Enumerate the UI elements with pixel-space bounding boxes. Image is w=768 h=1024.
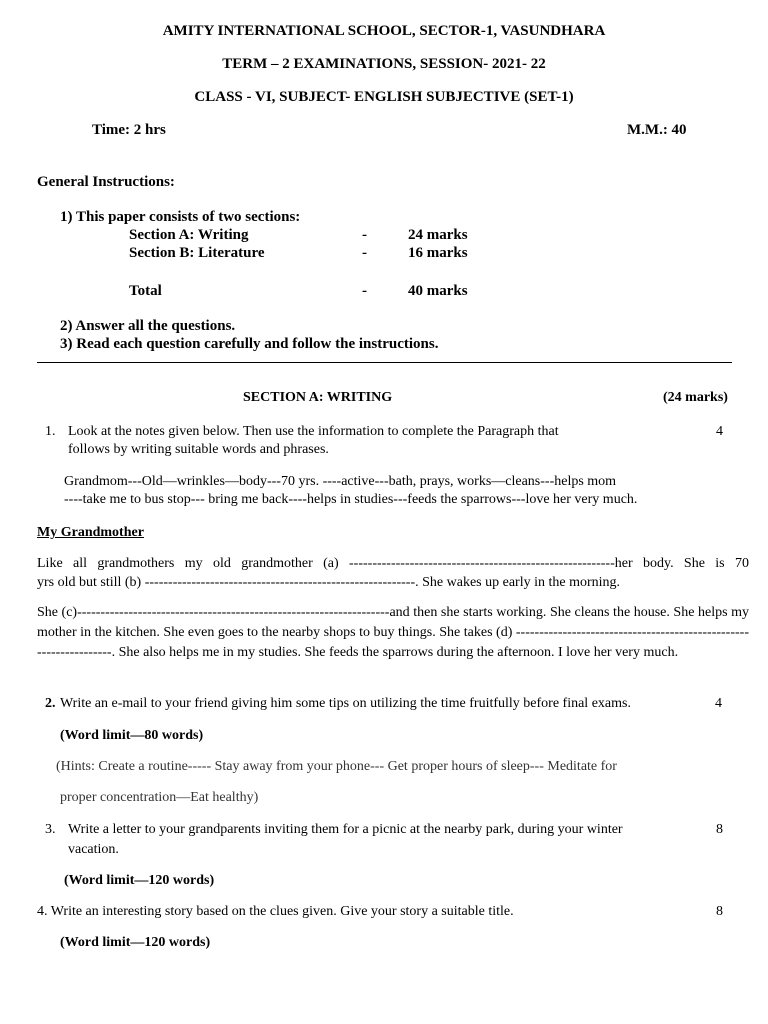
q3-text-line1: Write a letter to your grandparents inviting them for a picnic at the nearby park, during your winter [68,822,623,837]
total-row-dash: - [362,283,367,299]
section-a-row-marks: 24 marks [408,227,468,243]
paragraph-2: She (c)-------------------------------------------------------------------and then she starts working. She cleans the house. She helps my mother in the kitchen. She even goes to the nearby shops to buy things. She takes (d) ------------------------------------------------------------------. She also helps me in my studies. She feeds the sparrows during the afternoon. I love her very much. [37,605,749,660]
q2-word-limit: (Word limit—80 words) [60,728,204,743]
class-subject: CLASS - VI, SUBJECT- ENGLISH SUBJECTIVE (SET-1) [194,89,574,105]
q2-text: Write an e-mail to your friend giving him some tips on utilizing the time fruitfully before final exams. [60,696,631,711]
q2-hints-line1: (Hints: Create a routine----- Stay away from your phone--- Get proper hours of sleep--- Meditate for [56,759,617,774]
q1-number: 1. [45,424,56,439]
exam-title: TERM – 2 EXAMINATIONS, SESSION- 2021- 22 [222,56,546,72]
q2-number: 2. [45,696,56,711]
section-b-row-marks: 16 marks [408,245,468,261]
q3-word-limit: (Word limit—120 words) [64,873,215,888]
q1-notes-line2: ----take me to bus stop--- bring me back----helps in studies---feeds the sparrows---love her very much. [64,492,638,507]
instruction-1: 1) This paper consists of two sections: [60,209,301,225]
school-name: AMITY INTERNATIONAL SCHOOL, SECTOR-1, VASUNDHARA [162,23,606,39]
divider [37,362,732,363]
q1-marks: 4 [716,424,723,439]
time-allowed: Time: 2 hrs [92,122,166,138]
paragraph-1-line2: yrs old but still (b) ----------------------------------------------------------. She wakes up early in the morning. [37,575,621,590]
q3-text-line2: vacation. [68,842,119,857]
q4-text: 4. Write an interesting story based on the clues given. Give your story a suitable title. [37,904,514,919]
q4-word-limit: (Word limit—120 words) [60,935,211,950]
q4-marks: 8 [716,904,723,919]
section-a-title: SECTION A: WRITING [243,390,393,405]
paragraph-1-line1: Like all grandmothers my old grandmother (a) ---------------------------------------------------------her body. She is 70 [37,556,749,571]
section-a-row-dash: - [362,227,367,243]
total-row-name: Total [129,283,162,299]
q1-text-line1: Look at the notes given below. Then use the information to complete the Paragraph that [68,424,559,439]
section-b-row-dash: - [362,245,367,261]
section-a-marks: (24 marks) [663,390,728,405]
section-b-row-name: Section B: Literature [129,245,265,261]
instructions-heading: General Instructions: [37,174,175,190]
instruction-2: 2) Answer all the questions. [60,318,236,334]
q2-marks: 4 [715,696,722,711]
instruction-3: 3) Read each question carefully and follow the instructions. [60,336,439,352]
max-marks: M.M.: 40 [627,122,687,138]
paragraph-title: My Grandmother [37,525,144,540]
q1-notes-line1: Grandmom---Old—wrinkles—body---70 yrs. ----active---bath, prays, works—cleans---helps mom [64,474,617,489]
q3-marks: 8 [716,822,723,837]
q3-number: 3. [45,822,56,837]
section-a-row-name: Section A: Writing [129,227,249,243]
q2-hints-line2: proper concentration—Eat healthy) [60,790,259,805]
total-row-marks: 40 marks [408,283,468,299]
q1-text-line2: follows by writing suitable words and phrases. [68,442,329,457]
